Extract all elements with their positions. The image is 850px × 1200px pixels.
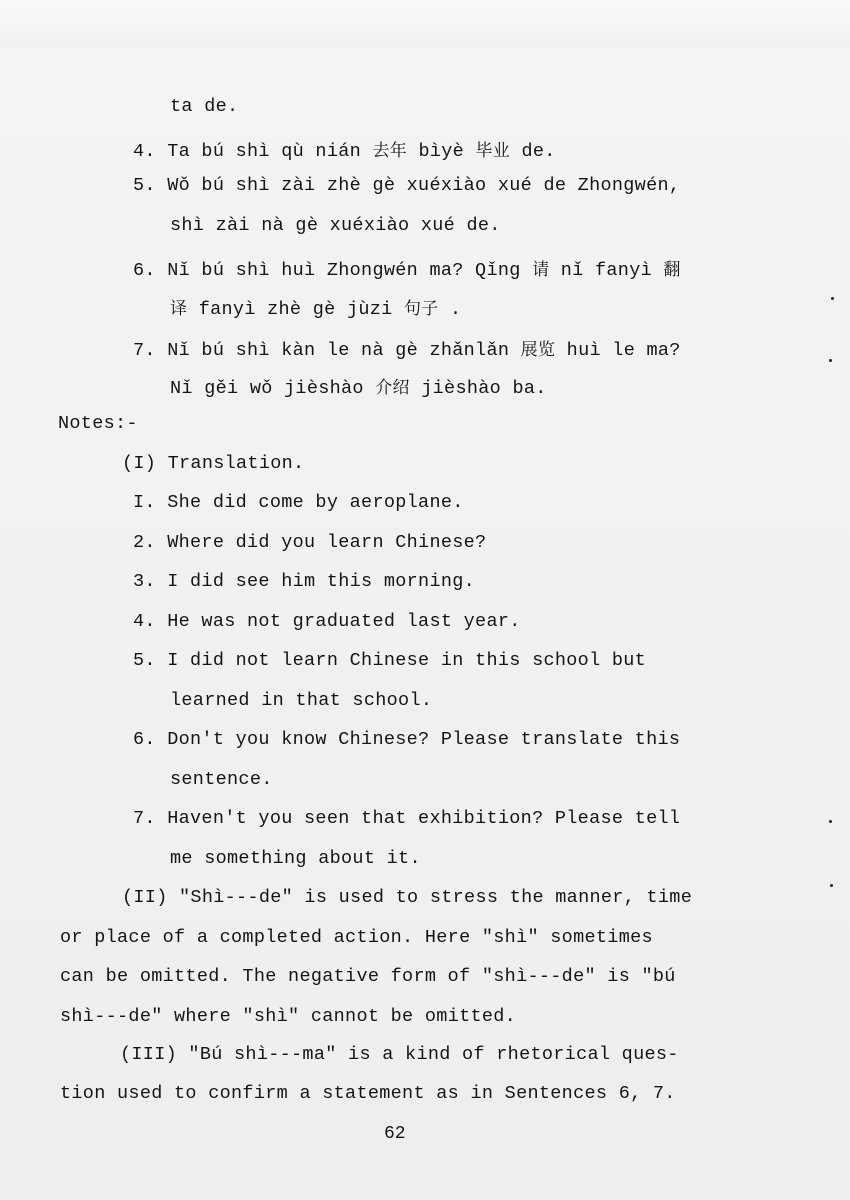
text-segment: 2. Where did you learn Chinese?	[133, 532, 487, 553]
text-segment: 5. I did not learn Chinese in this school but	[133, 650, 647, 671]
chinese-characters: 去年	[372, 141, 408, 161]
text-line	[133, 136, 556, 162]
chinese-characters: 翻	[663, 260, 681, 280]
text-segment: Notes:-	[58, 413, 138, 434]
text-segment: bìyè	[407, 141, 476, 162]
text-line	[60, 966, 676, 987]
chinese-characters: 毕业	[475, 141, 511, 161]
text-segment: fanyì zhè gè jùzi	[187, 299, 404, 320]
text-segment: 5. Wǒ bú shì zài zhè gè xuéxiào xué de Zhongwén,	[133, 175, 681, 196]
text-segment: tion used to confirm a statement as in Sentences 6, 7.	[60, 1083, 676, 1104]
text-segment: Nǐ gěi wǒ jièshào	[170, 378, 376, 399]
text-line	[133, 611, 521, 632]
text-segment: sentence.	[170, 769, 273, 790]
chinese-characters: 译	[170, 299, 188, 319]
text-segment: nǐ fanyì	[549, 260, 664, 281]
text-line	[170, 848, 421, 869]
notes-heading	[58, 413, 138, 434]
text-line	[170, 769, 273, 790]
text-line	[170, 690, 432, 711]
text-segment: de.	[510, 141, 556, 162]
text-line	[120, 1044, 679, 1065]
text-segment: shì zài nà gè xuéxiào xué de.	[170, 215, 501, 236]
text-segment: ta de.	[170, 96, 239, 117]
text-segment: learned in that school.	[170, 690, 433, 711]
text-segment: (I) Translation.	[122, 453, 305, 474]
scan-speck	[830, 884, 833, 887]
text-line	[60, 1083, 676, 1104]
text-segment: (II) "Shì---de" is used to stress the manner, time	[122, 887, 693, 908]
text-line	[133, 335, 681, 361]
chinese-characters: 句子	[403, 299, 439, 319]
text-segment: jièshào ba.	[409, 378, 547, 399]
text-segment: I. She did come by aeroplane.	[133, 492, 464, 513]
text-line	[170, 96, 238, 117]
text-segment: me something about it.	[170, 848, 421, 869]
text-line	[60, 1006, 516, 1027]
chinese-characters: 请	[532, 260, 550, 280]
text-line	[133, 175, 680, 196]
scan-speck	[829, 820, 832, 823]
text-segment: .	[438, 299, 462, 320]
chinese-characters: 展览	[520, 340, 556, 360]
text-segment: (III) "Bú shì---ma" is a kind of rhetorical ques-	[120, 1044, 679, 1065]
text-line	[170, 215, 501, 236]
text-line	[133, 532, 486, 553]
text-segment: or place of a completed action. Here "shì" sometimes	[60, 927, 653, 948]
text-segment: 6. Nǐ bú shì huì Zhongwén ma? Qǐng	[133, 260, 533, 281]
scan-speck	[831, 297, 834, 300]
text-line	[122, 887, 692, 908]
text-segment: 4. Ta bú shì qù nián	[133, 141, 373, 162]
text-segment: shì---de" where "shì" cannot be omitted.	[60, 1006, 517, 1027]
text-segment: 6. Don't you know Chinese? Please translate this	[133, 729, 681, 750]
text-line	[133, 729, 680, 750]
text-segment: can be omitted. The negative form of "shì---de" is "bú	[60, 966, 676, 987]
text-segment: 7. Nǐ bú shì kàn le nà gè zhǎnlǎn	[133, 340, 521, 361]
page-number: 62	[384, 1124, 406, 1144]
text-line	[133, 808, 680, 829]
text-segment: 3. I did see him this morning.	[133, 571, 476, 592]
text-line	[60, 927, 653, 948]
text-line	[133, 571, 475, 592]
text-line	[133, 492, 464, 513]
text-line	[170, 373, 547, 399]
text-segment: huì le ma?	[555, 340, 681, 361]
text-segment: 4. He was not graduated last year.	[133, 611, 521, 632]
chinese-characters: 介绍	[375, 378, 410, 398]
text-segment: 7. Haven't you seen that exhibition? Please tell	[133, 808, 681, 829]
text-line	[170, 294, 461, 320]
page-top-band	[0, 0, 850, 48]
text-line	[122, 453, 304, 474]
scan-speck	[829, 359, 832, 362]
text-line	[133, 255, 681, 281]
text-line	[133, 650, 646, 671]
